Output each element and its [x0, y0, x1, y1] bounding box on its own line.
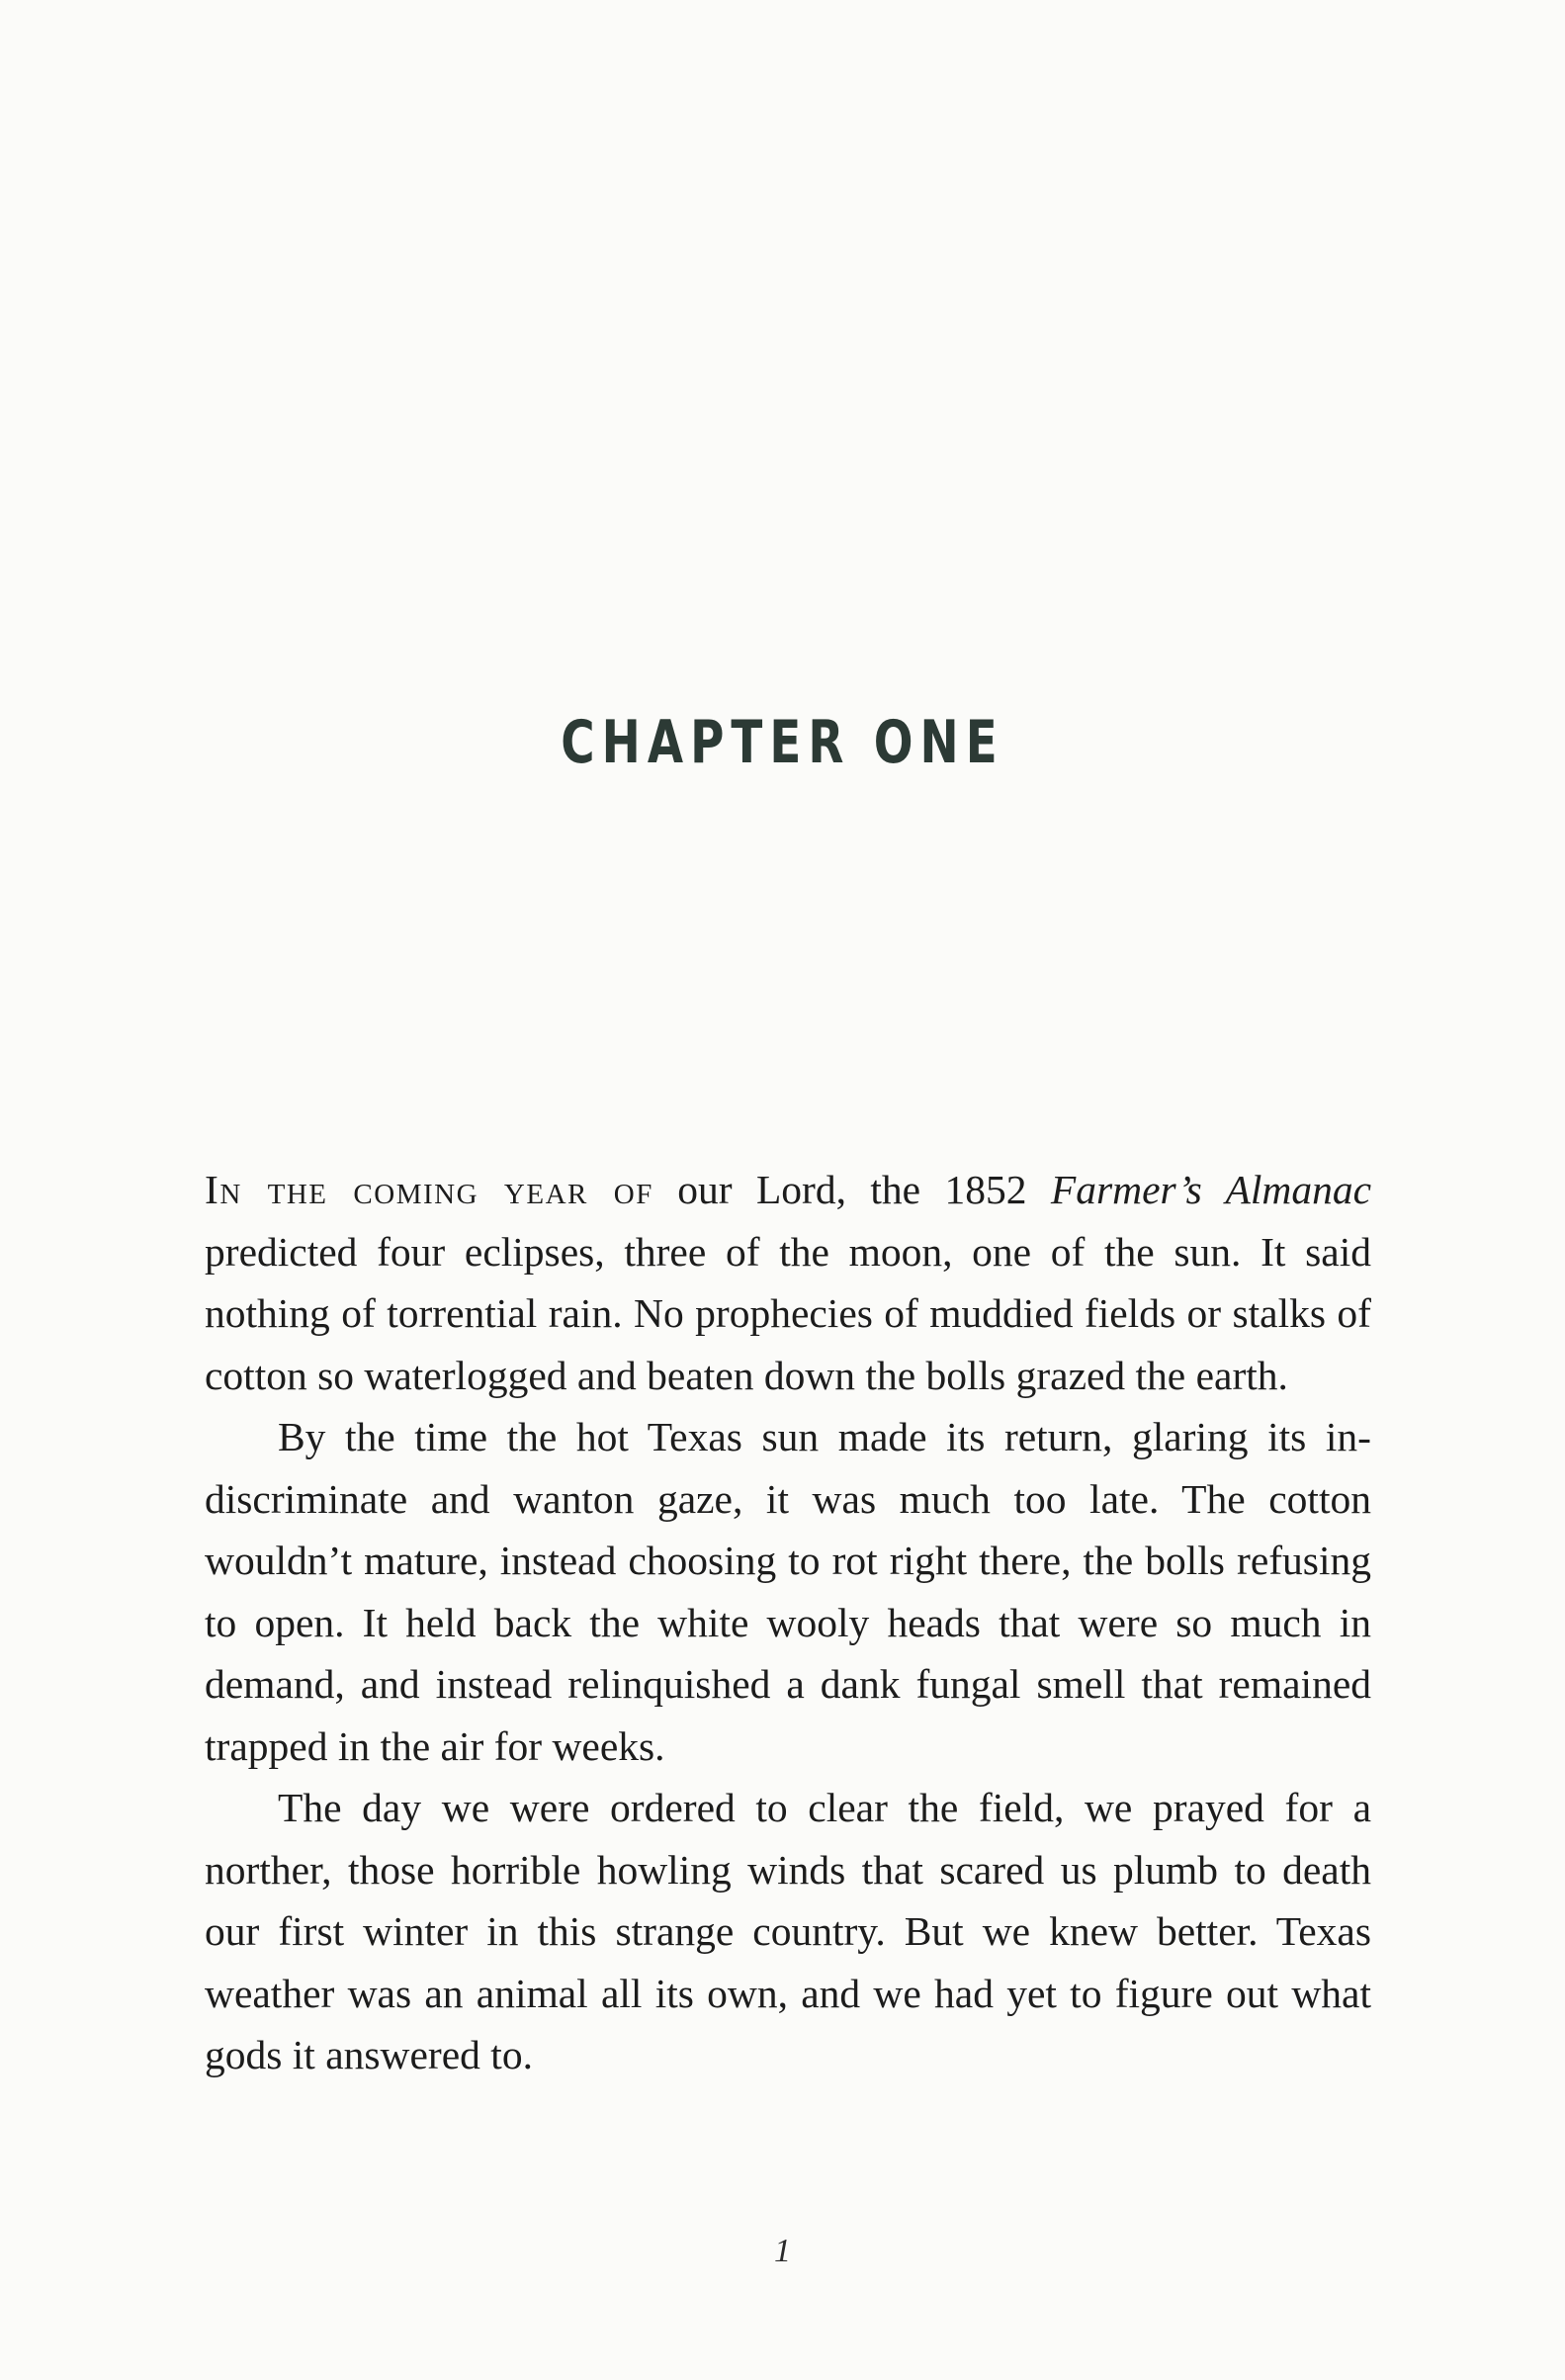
- lead-in-small-caps: In the coming year of: [205, 1167, 653, 1212]
- paragraph-1-text-a: our Lord, the 1852: [652, 1167, 1051, 1212]
- paragraph-3: The day we were ordered to clear the field, we prayed for a norther, those horrible howling winds that scared us plumb to death our first winter in this strange country. But we knew better. Texas weather was an animal all its own, and we had yet to figure out what gods it answered to.: [205, 1785, 1371, 2077]
- paragraph-1: [205, 1159, 1371, 1406]
- chapter-body: [205, 1159, 1371, 2086]
- paragraph-1-text-b: predicted four eclipses, three of the moon, one of the sun. It said nothing of torrential rain. No prophecies of muddied fields or stalks of cotton so waterlogged and beaten down the bolls grazed the earth.: [205, 1228, 1371, 1398]
- almanac-title: Farmer’s Almanac: [1050, 1167, 1371, 1212]
- paragraph-2: By the time the hot Texas sun made its return, glaring its indiscriminate and wanton gaze, it was much too late. The cotton wouldn’t mature, instead choosing to rot right there, the bolls refusing to open. It held back the white wooly heads that were so much in demand, and instead relinquished a dank fungal smell that remained trapped in the air for weeks.: [205, 1414, 1371, 1769]
- page-number: 1: [774, 2233, 791, 2269]
- chapter-heading: CHAPTER ONE: [561, 708, 1004, 777]
